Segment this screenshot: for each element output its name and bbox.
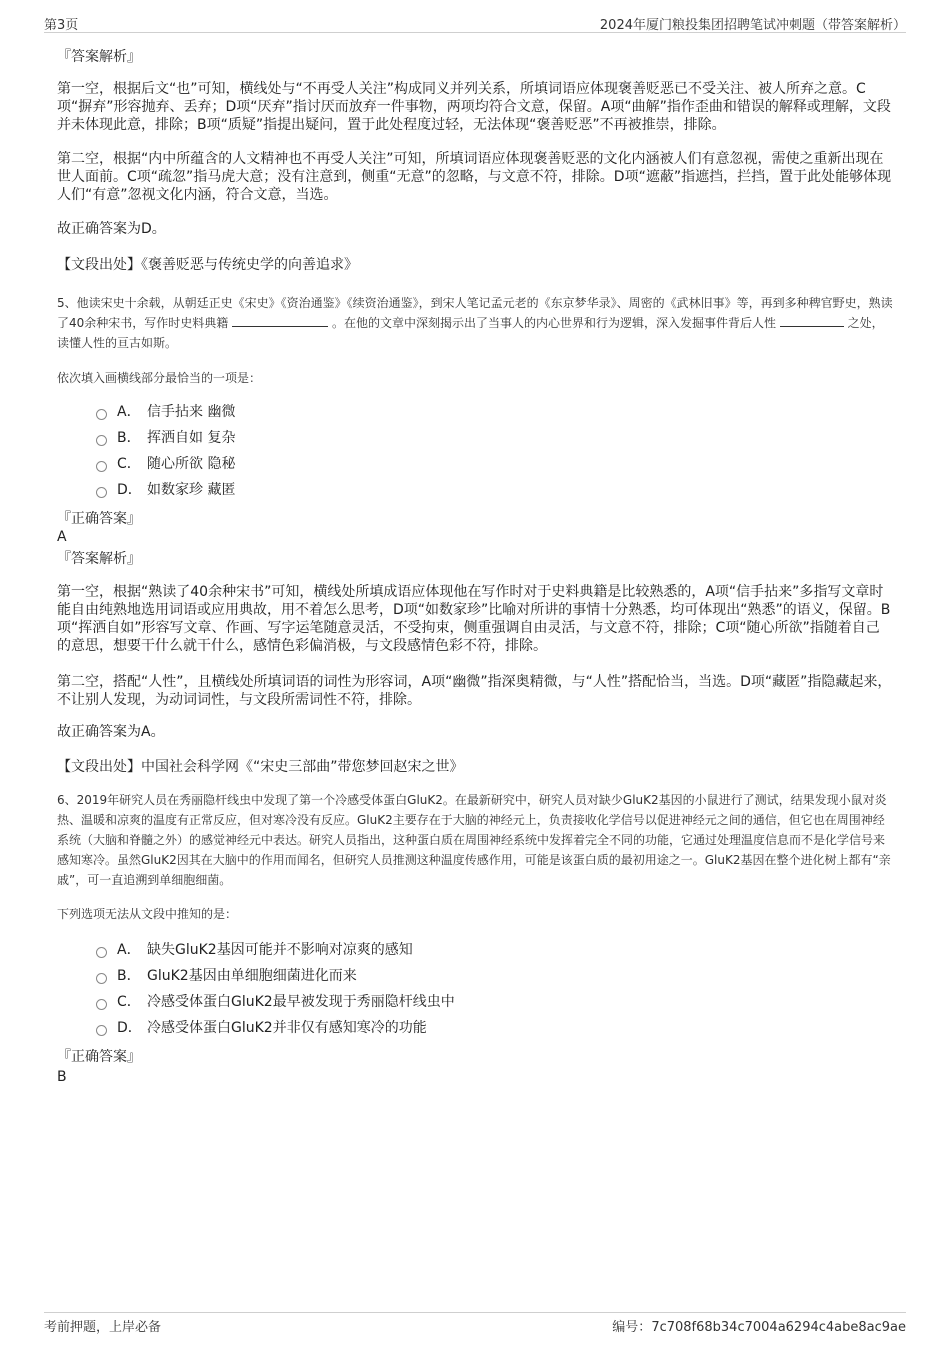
q5-option-c[interactable] <box>96 454 235 474</box>
q6-option-a[interactable] <box>96 940 413 960</box>
document-title: 2024年厦门粮投集团招聘笔试冲刺题（带答案解析） <box>599 18 906 33</box>
radio-icon[interactable] <box>96 947 107 958</box>
q4-analysis-paragraph-2: 第二空，根据“内中所蕴含的人文精神也不再受人关注”可知，所填词语应体现褒善贬恶的文化内涵被人们有意忽视，需使之重新出现在世人面前。C项“疏忽”指马虎大意；没有注意到，侧重“无意”的忽略，与文意不符，排除。D项“遮蔽”指遮挡，拦挡，置于此处能够体现人们“有意”忽视文化内涵，符合文意，当选。 <box>57 151 892 203</box>
q5-option-a[interactable] <box>96 402 235 422</box>
page-header <box>44 12 906 33</box>
q5-answer: A <box>57 529 67 545</box>
q5-stem-part-3: 之处，读懂人性的亘古如斯。 <box>57 316 884 350</box>
option-key: B． <box>117 968 141 984</box>
radio-icon[interactable] <box>96 999 107 1010</box>
option-key: D． <box>117 1020 142 1036</box>
q5-prompt: 依次填入画横线部分最恰当的一项是： <box>57 371 262 385</box>
radio-icon[interactable] <box>96 435 107 446</box>
option-text: 如数家珍 藏匿 <box>147 482 236 498</box>
q6-answer: B <box>57 1069 67 1085</box>
page-footer <box>44 1312 906 1335</box>
option-text: GluK2基因由单细胞细菌进化而来 <box>147 968 357 984</box>
q6-prompt: 下列选项无法从文段中推知的是： <box>57 907 238 921</box>
q5-option-b[interactable] <box>96 428 235 448</box>
q5-answer-title: 『正确答案』 <box>57 511 141 527</box>
option-text: 冷感受体蛋白GluK2并非仅有感知寒冷的功能 <box>147 1020 427 1036</box>
radio-icon[interactable] <box>96 973 107 984</box>
q6-stem: 6、2019年研究人员在秀丽隐杆线虫中发现了第一个冷感受体蛋白GluK2。在最新研究中，研究人员对缺少GluK2基因的小鼠进行了测试，结果发现小鼠对炎热、温暖和凉爽的温度有正常反应，但对寒冷没有反应。GluK2主要存在于大脑的神经元上，负责接收化学信号以促进神经元之间的通信，但它也在周围神经系统（大脑和脊髓之外）的感觉神经元中表达。研究人员指出，这种蛋白质在周围神经系统中发挥着完全不同的功能，它通过处理温度信息而不是化学信号来感知寒冷。虽然GluK2因其在大脑中的作用而闻名，但研究人员推测这种温度传感作用，可能是该蛋白质的最初用途之一。GluK2基因在整个进化树上都有“亲戚”，可一直追溯到单细胞细菌。 <box>57 793 891 887</box>
q5-stem <box>57 293 893 353</box>
option-key: B． <box>117 430 141 446</box>
radio-icon[interactable] <box>96 487 107 498</box>
page-number: 第3页 <box>44 18 79 33</box>
option-key: C． <box>117 456 141 472</box>
q4-analysis-title: 『答案解析』 <box>57 49 141 65</box>
q5-conclusion: 故正确答案为A。 <box>57 724 165 740</box>
option-key: C． <box>117 994 141 1010</box>
q5-option-d[interactable] <box>96 480 235 500</box>
q5-analysis-paragraph-1: 第一空，根据“熟读了40余种宋书”可知，横线处所填成语应体现他在写作时对于史料典籍是比较熟悉的，A项“信手拈来”多指写文章时能自由纯熟地选用词语或应用典故，用不着怎么思考，D项“如数家珍”比喻对所讲的事情十分熟悉，均可体现出“熟悉”的语义，保留。B项“挥洒自如”形容写文章、作画、写字运笔随意灵活，不受拘束，侧重强调自由灵活，与文意不符，排除；C项“随心所欲”指随着自己的意思，想要干什么就干什么，感情色彩偏消极，与文段感情色彩不符，排除。 <box>57 584 891 654</box>
footer-slogan: 考前押题，上岸必备 <box>44 1320 162 1335</box>
option-key: A． <box>117 404 141 420</box>
q6-option-c[interactable] <box>96 992 455 1012</box>
q5-source: 【文段出处】中国社会科学网《“宋史三部曲”带您梦回赵宋之世》 <box>57 759 464 775</box>
q4-source: 【文段出处】《褒善贬恶与传统史学的向善追求》 <box>57 257 358 273</box>
radio-icon[interactable] <box>96 409 107 420</box>
option-text: 缺失GluK2基因可能并不影响对凉爽的感知 <box>147 942 413 958</box>
q6-option-b[interactable] <box>96 966 357 986</box>
document-code <box>612 1316 906 1335</box>
option-text: 随心所欲 隐秘 <box>147 456 236 472</box>
option-key: A． <box>117 942 141 958</box>
q6-answer-title: 『正确答案』 <box>57 1049 141 1065</box>
q5-stem-part-1: 5、他读宋史十余载，从朝廷正史《宋史》《资治通鉴》《续资治通鉴》，到宋人笔记孟元老的《东京梦华录》、周密的《武林旧事》等，再到多种稗官野史，熟读了40余种宋书，写作时史料典籍 <box>57 296 893 330</box>
q5-blank-2 <box>780 314 844 327</box>
option-text: 信手拈来 幽微 <box>147 404 236 420</box>
document-code-label: 编号： <box>612 1320 652 1335</box>
option-text: 冷感受体蛋白GluK2最早被发现于秀丽隐杆线虫中 <box>147 994 455 1010</box>
document-code-value: 7c708f68b34c7004a6294c4abe8ac9ae <box>651 1320 906 1335</box>
option-key: D． <box>117 482 142 498</box>
q4-analysis-paragraph-1: 第一空，根据后文“也”可知，横线处与“不再受人关注”构成同义并列关系，所填词语应体现褒善贬恶已不受关注、被人所弃之意。C项“摒弃”形容抛弃、丢弃；D项“厌弃”指讨厌而放弃一件事物，两项均符合文意，保留。A项“曲解”指作歪曲和错误的解释或理解，文段并未体现此意，排除；B项“质疑”指提出疑问，置于此处程度过轻，无法体现“褒善贬恶”不再被推崇，排除。 <box>57 81 891 133</box>
option-text: 挥洒自如 复杂 <box>147 430 236 446</box>
radio-icon[interactable] <box>96 461 107 472</box>
q5-analysis-paragraph-2: 第二空，搭配“人性”，且横线处所填词语的词性为形容词，A项“幽微”指深奥精微，与“人性”搭配恰当，当选。D项“藏匿”指隐藏起来，不让别人发现，为动词词性，与文段所需词性不符，排除。 <box>57 674 892 708</box>
q5-analysis-title: 『答案解析』 <box>57 551 141 567</box>
q5-stem-part-2: 。在他的文章中深刻揭示出了当事人的内心世界和行为逻辑，深入发掘事件背后人性 <box>331 316 776 330</box>
q5-blank-1 <box>232 314 328 327</box>
q6-option-d[interactable] <box>96 1018 427 1038</box>
radio-icon[interactable] <box>96 1025 107 1036</box>
q4-conclusion: 故正确答案为D。 <box>57 221 166 237</box>
